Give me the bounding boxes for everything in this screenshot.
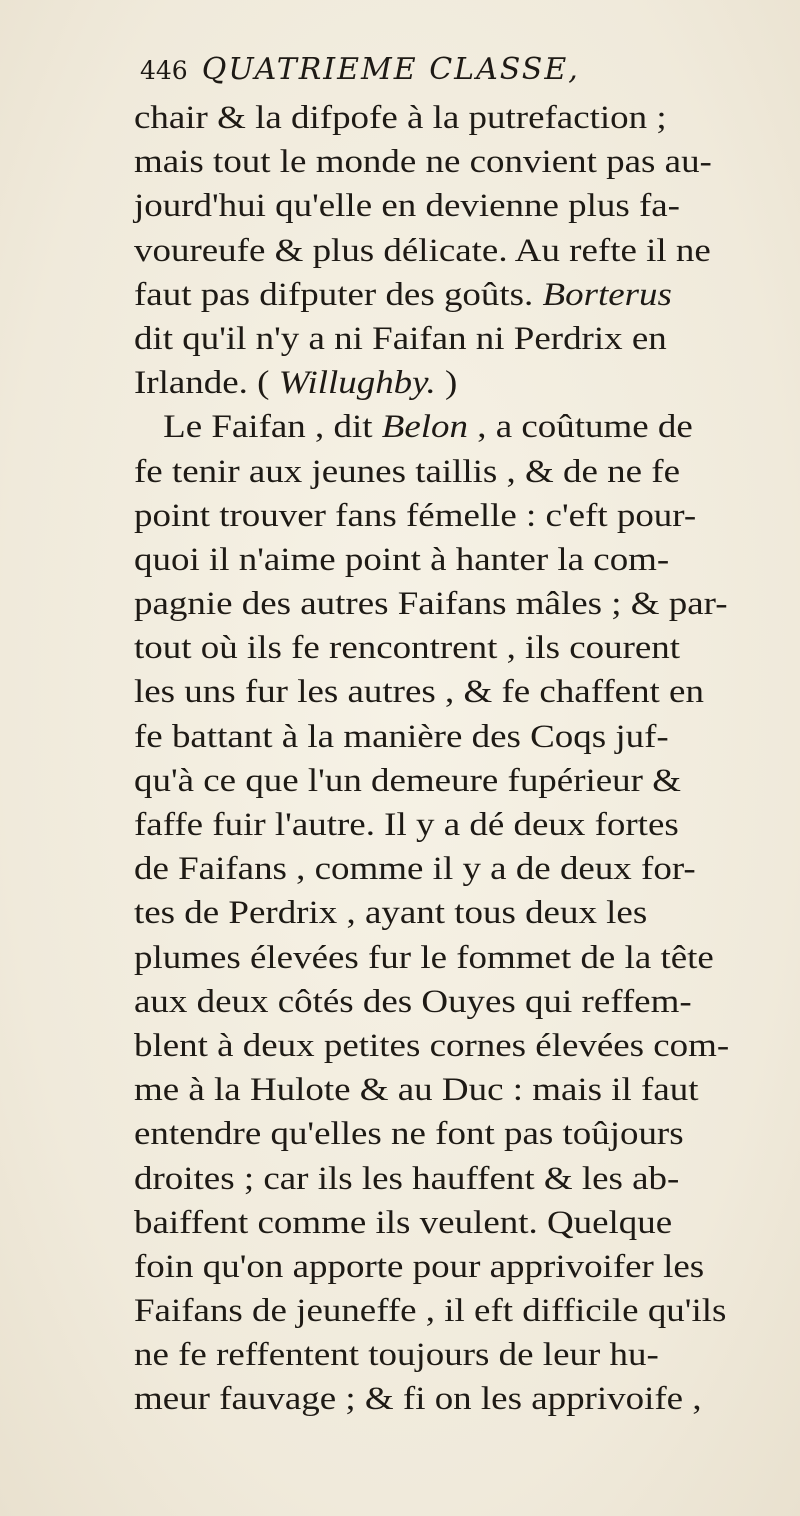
- text-segment: point trouver fans fémelle : c'eft pour-: [134, 497, 697, 534]
- text-segment: ne fe reffentent toujours de leur hu-: [134, 1337, 659, 1374]
- text-segment: jourd'hui qu'elle en devienne plus fa-: [134, 188, 680, 225]
- text-line: [134, 1157, 800, 1201]
- text-segment: quoi il n'aime point à hanter la com-: [134, 541, 670, 578]
- text-line: [134, 273, 800, 317]
- text-line: [134, 1024, 800, 1068]
- text-line: [134, 184, 800, 228]
- text-line: [134, 582, 800, 626]
- text-line: [134, 1201, 800, 1245]
- text-line: [134, 1377, 800, 1421]
- text-line: [134, 980, 800, 1024]
- text-segment: mais tout le monde ne convient pas au-: [134, 144, 712, 181]
- text-line: [134, 626, 800, 670]
- text-line: [134, 229, 800, 273]
- text-line: [134, 670, 800, 714]
- text-line: [134, 450, 800, 494]
- text-line: [134, 1289, 800, 1333]
- text-line: [134, 803, 800, 847]
- text-segment: Irlande. (: [134, 365, 279, 402]
- text-segment: voureufe & plus délicate. Au refte il ne: [134, 232, 711, 269]
- text-segment: qu'à ce que l'un demeure fupérieur &: [134, 762, 681, 799]
- text-segment: , a coûtume de: [467, 409, 693, 446]
- text-segment: plumes élevées fur le fommet de la tête: [134, 939, 714, 976]
- text-line: [134, 1068, 800, 1112]
- text-segment: Le Faifan , dit: [163, 409, 382, 446]
- italic-text: Borterus: [542, 276, 672, 313]
- text-line: [134, 538, 800, 582]
- text-segment: blent à deux petites cornes élevées com-: [134, 1027, 730, 1064]
- text-line: [134, 140, 800, 184]
- text-segment: baiffent comme ils veulent. Quelque: [134, 1204, 673, 1241]
- text-line: [134, 405, 800, 449]
- text-line: [134, 317, 800, 361]
- text-segment: tout où ils fe rencontrent , ils courent: [134, 630, 681, 667]
- text-line: [134, 847, 800, 891]
- text-segment: de Faifans , comme il y a de deux for-: [134, 851, 696, 888]
- text-segment: foin qu'on apporte pour apprivoifer les: [134, 1248, 705, 1285]
- text-segment: meur fauvage ; & fi on les apprivoife ,: [134, 1381, 702, 1418]
- text-line: [134, 759, 800, 803]
- text-segment: faffe fuir l'autre. Il y a dé deux fortes: [134, 807, 679, 843]
- text-line: [134, 1245, 800, 1289]
- text-line: [134, 1333, 800, 1377]
- text-line: [134, 494, 800, 538]
- text-segment: fe tenir aux jeunes taillis , & de ne fe: [134, 453, 680, 490]
- italic-text: Belon: [381, 409, 468, 446]
- text-segment: chair & la difpofe à la putrefaction ;: [134, 100, 667, 136]
- text-segment: aux deux côtés des Ouyes qui reffem-: [134, 983, 692, 1020]
- text-segment: me à la Hulote & au Duc : mais il faut: [134, 1072, 699, 1109]
- running-title: QUATRIEME CLASSE,: [201, 52, 580, 87]
- text-line: [134, 715, 800, 759]
- text-segment: droites ; car ils les hauffent & les ab-: [134, 1160, 680, 1197]
- page-number: 446: [140, 56, 188, 85]
- text-line: [134, 936, 800, 980]
- text-segment: entendre qu'elles ne font pas toûjours: [134, 1116, 684, 1153]
- text-segment: ): [435, 365, 458, 402]
- text-line: [134, 1112, 800, 1156]
- text-segment: les uns fur les autres , & fe chaffent en: [134, 674, 704, 711]
- text-line: [134, 96, 800, 140]
- italic-text: Willughby.: [278, 365, 436, 402]
- text-segment: fe battant à la manière des Coqs juf-: [134, 718, 669, 755]
- running-header: [140, 44, 780, 96]
- body-text: [134, 96, 794, 1422]
- text-segment: dit qu'il n'y a ni Faifan ni Perdrix en: [134, 320, 667, 357]
- text-line: [134, 891, 800, 935]
- text-segment: tes de Perdrix , ayant tous deux les: [134, 895, 648, 932]
- text-line: [134, 361, 800, 405]
- text-segment: pagnie des autres Faifans mâles ; & par-: [134, 586, 728, 623]
- text-segment: faut pas difputer des goûts.: [134, 276, 543, 313]
- text-segment: Faifans de jeuneffe , il eft difficile qu'ils: [134, 1293, 727, 1330]
